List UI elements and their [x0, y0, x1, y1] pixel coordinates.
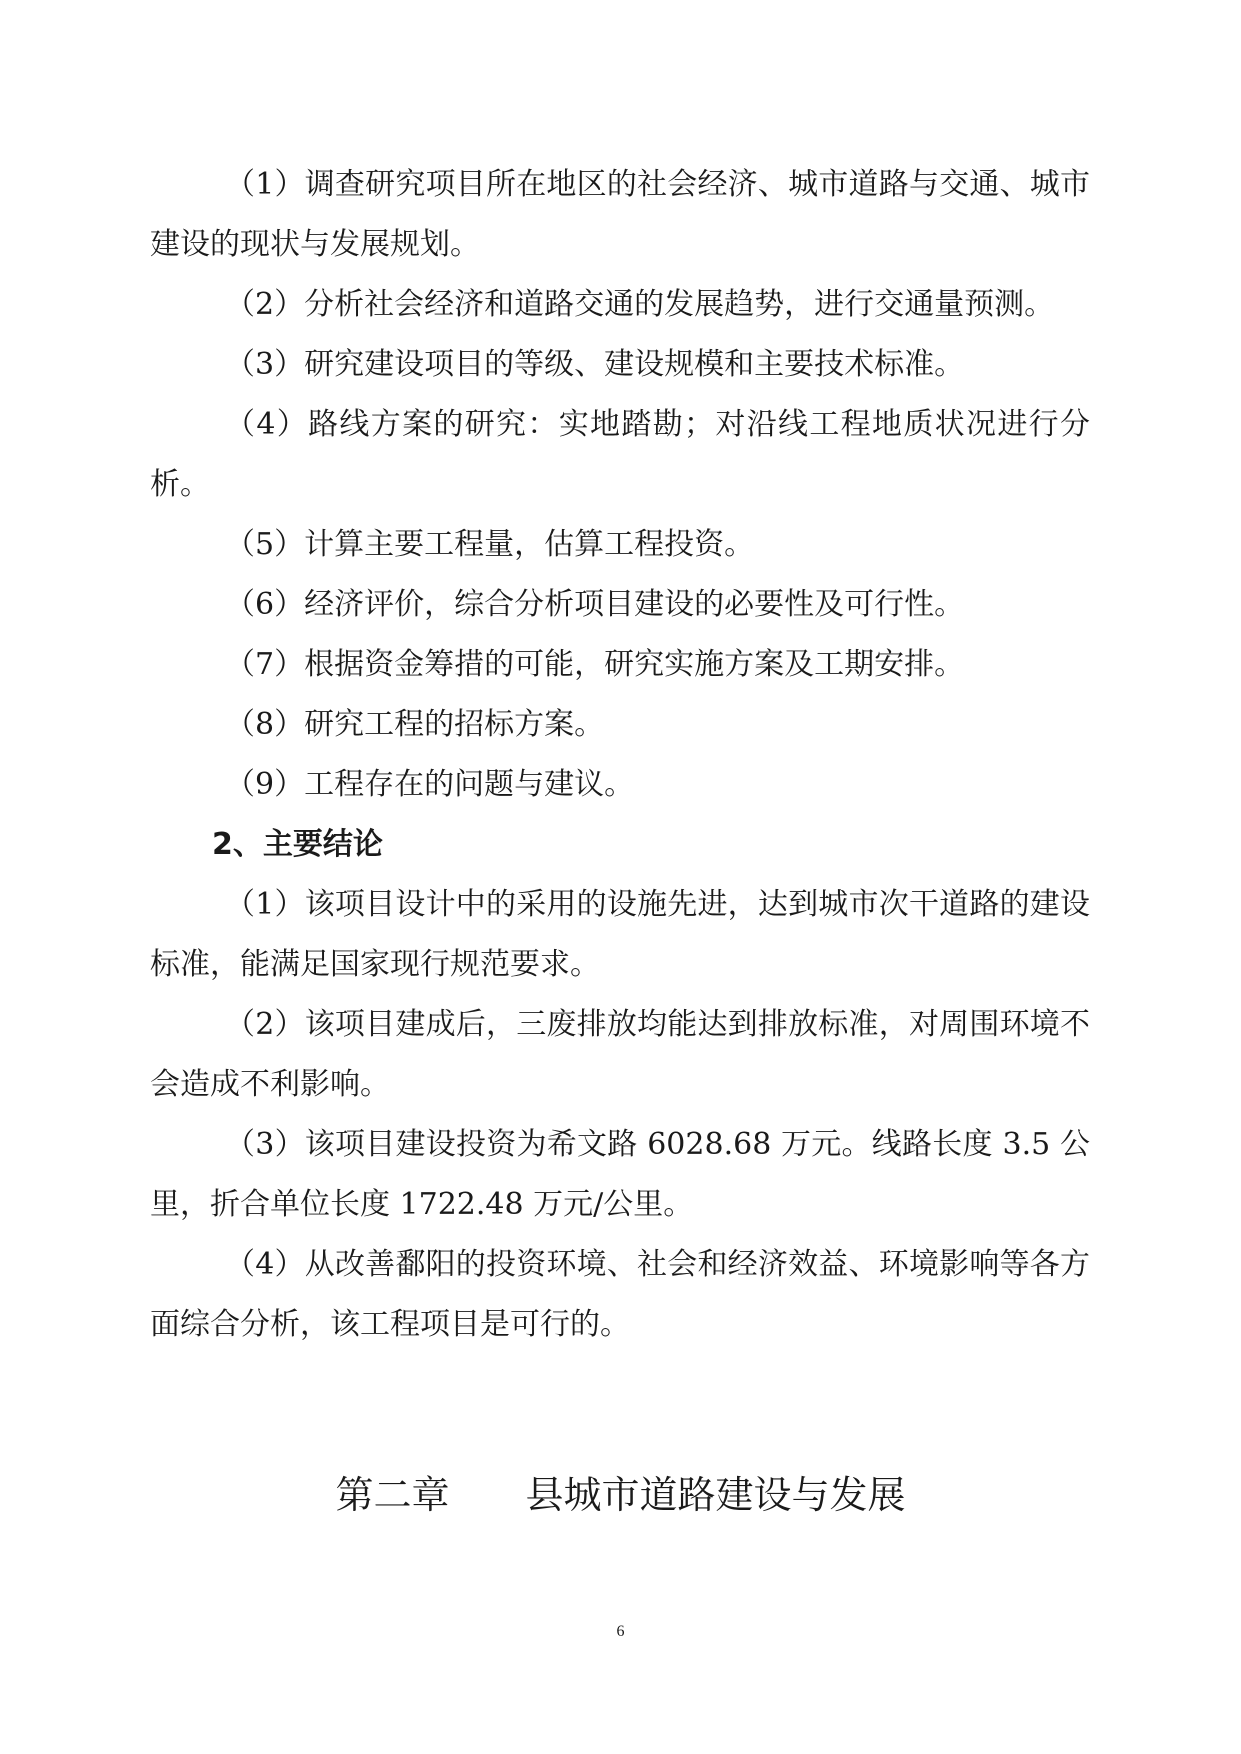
list-item: （1）调查研究项目所在地区的社会经济、城市道路与交通、城市建设的现状与发展规划。 — [150, 167, 1090, 262]
conclusion-item: （2）该项目建成后，三废排放均能达到排放标准，对周围环境不会造成不利影响。 — [150, 1007, 1090, 1102]
list-item: （8）研究工程的招标方案。 — [225, 707, 605, 742]
list-item: （3）研究建设项目的等级、建设规模和主要技术标准。 — [225, 347, 965, 382]
list-item: （6）经济评价，综合分析项目建设的必要性及可行性。 — [225, 587, 965, 622]
section-heading: 2、主要结论 — [212, 827, 383, 862]
chapter-title: 第二章 县城市道路建设与发展 — [335, 1473, 906, 1517]
list-item: （7）根据资金筹措的可能，研究实施方案及工期安排。 — [225, 647, 965, 682]
page-content — [150, 155, 1090, 1355]
conclusion-item: （1）该项目设计中的采用的设施先进，达到城市次干道路的建设标准，能满足国家现行规范要求。 — [150, 887, 1090, 982]
conclusion-item: （3）该项目建设投资为希文路 6028.68 万元。线路长度 3.5 公里，折合单位长度 1722.48 万元/公里。 — [150, 1127, 1090, 1222]
list-item: （9）工程存在的问题与建议。 — [225, 767, 635, 802]
conclusion-item: （4）从改善鄱阳的投资环境、社会和经济效益、环境影响等各方面综合分析，该工程项目是可行的。 — [150, 1247, 1090, 1342]
list-item: （2）分析社会经济和道路交通的发展趋势，进行交通量预测。 — [225, 287, 1055, 322]
page-number: 6 — [616, 1623, 625, 1640]
list-item: （4）路线方案的研究：实地踏勘；对沿线工程地质状况进行分析。 — [150, 407, 1090, 502]
list-item: （5）计算主要工程量，估算工程投资。 — [225, 527, 755, 562]
